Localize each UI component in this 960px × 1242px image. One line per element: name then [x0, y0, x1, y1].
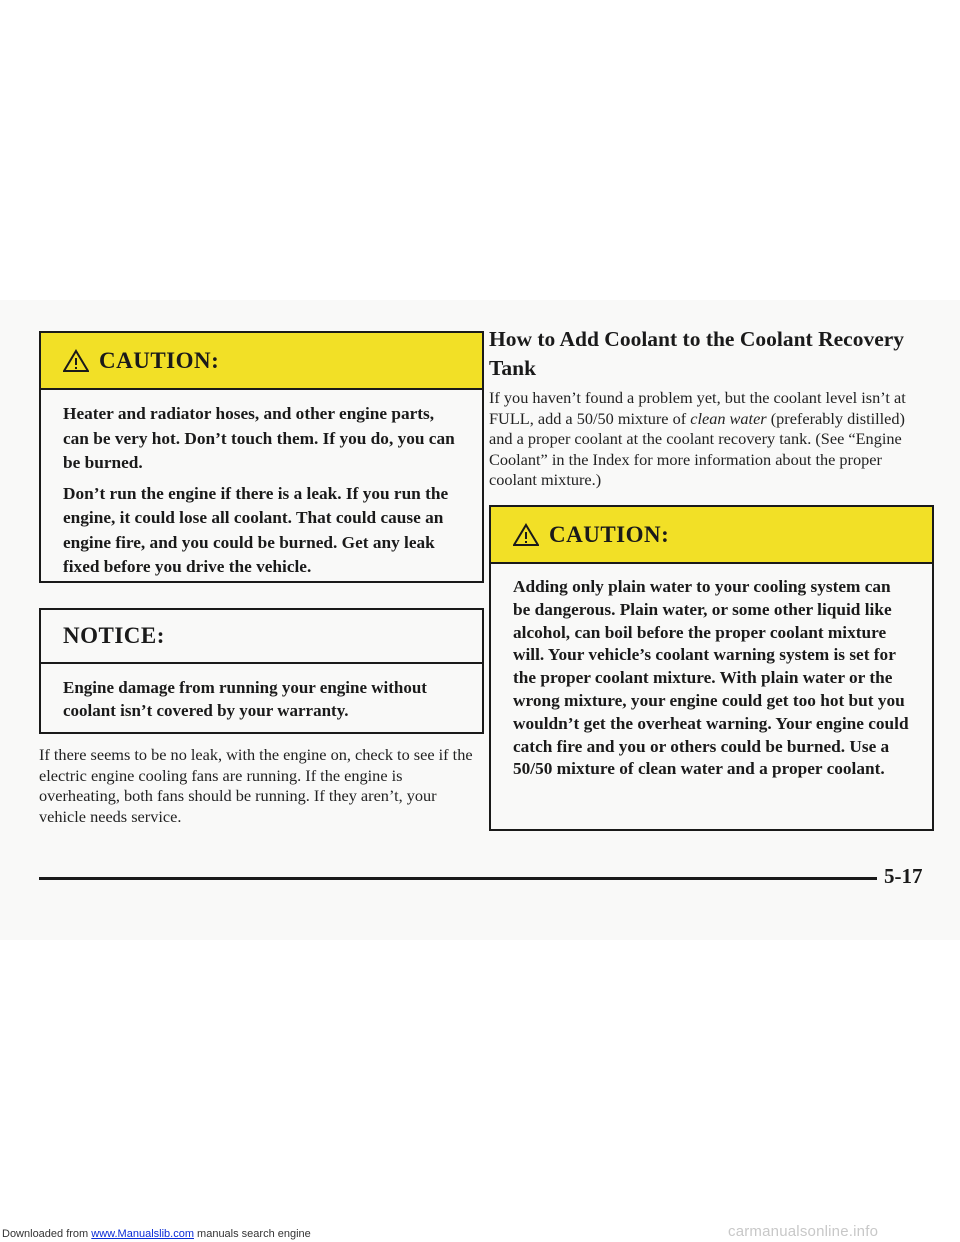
footer-rule: [39, 877, 877, 880]
caution-box-hot-parts: [39, 331, 484, 583]
notice-header: [41, 610, 482, 664]
notice-title: NOTICE:: [63, 623, 165, 648]
notice-body: [41, 664, 482, 734]
caution-paragraph: Don’t run the engine if there is a leak. If you run the engine, it could lose all coolant. That could cause an engine fire, and you could be burned. Get any leak fixed before you drive the vehicle.: [63, 483, 449, 576]
caution-box-plain-water: [489, 505, 934, 831]
manualslib-link[interactable]: www.Manualslib.com: [91, 1228, 194, 1240]
caution-body: [41, 390, 482, 596]
notice-text: Engine damage from running your engine without coolant isn’t covered by your warranty.: [63, 678, 427, 720]
left-body-paragraph: If there seems to be no leak, with the engine on, check to see if the electric engine cooling fans are running. If the engine is overheating, both fans should be running. If they aren’t, your vehicle needs service.: [39, 745, 473, 826]
caution-body: [491, 564, 932, 797]
warning-triangle-icon: [63, 349, 89, 373]
intro-text: If you haven’t found a problem yet, but the coolant level isn’t at FULL, add a 50/50 mixture of: [489, 388, 906, 428]
caution-header: [41, 333, 482, 390]
caution-paragraph: Heater and radiator hoses, and other engine parts, can be very hot. Don’t touch them. If you do, you can be burned.: [63, 404, 455, 472]
watermark: carmanualsonline.info: [728, 1223, 879, 1240]
notice-box: [39, 608, 484, 734]
page-number: 5-17: [884, 864, 923, 888]
section-intro-paragraph: [489, 388, 929, 491]
section-heading: How to Add Coolant to the Coolant Recovery Tank: [489, 327, 905, 380]
intro-text: (preferably distilled) and a proper coolant at the coolant recovery tank. (See “Engine Coolant” in the Index for more information about the proper coolant mixture.): [489, 408, 905, 489]
banner-suffix: manuals search engine: [193, 1228, 311, 1240]
caution-title: CAUTION:: [99, 347, 220, 373]
caution-paragraph: Adding only plain water to your cooling system can be dangerous. Plain water, or some other liquid like alcohol, can boil before the proper coolant mixture will. Your vehicle’s coolant warning system is set for the proper coolant mixture. With plain water or the wrong mixture, your engine could get too hot but you wouldn’t get the overheat warning. Your engine could catch fire and you or others could be burned. Use a 50/50 mixture of clean water and a proper coolant.: [513, 577, 909, 779]
caution-title: CAUTION:: [549, 521, 670, 547]
caution-header: [491, 507, 932, 564]
banner-prefix: Downloaded from: [2, 1228, 92, 1240]
intro-emphasis: clean water: [690, 408, 767, 428]
warning-triangle-icon: [513, 523, 539, 547]
download-banner: [0, 1227, 960, 1242]
